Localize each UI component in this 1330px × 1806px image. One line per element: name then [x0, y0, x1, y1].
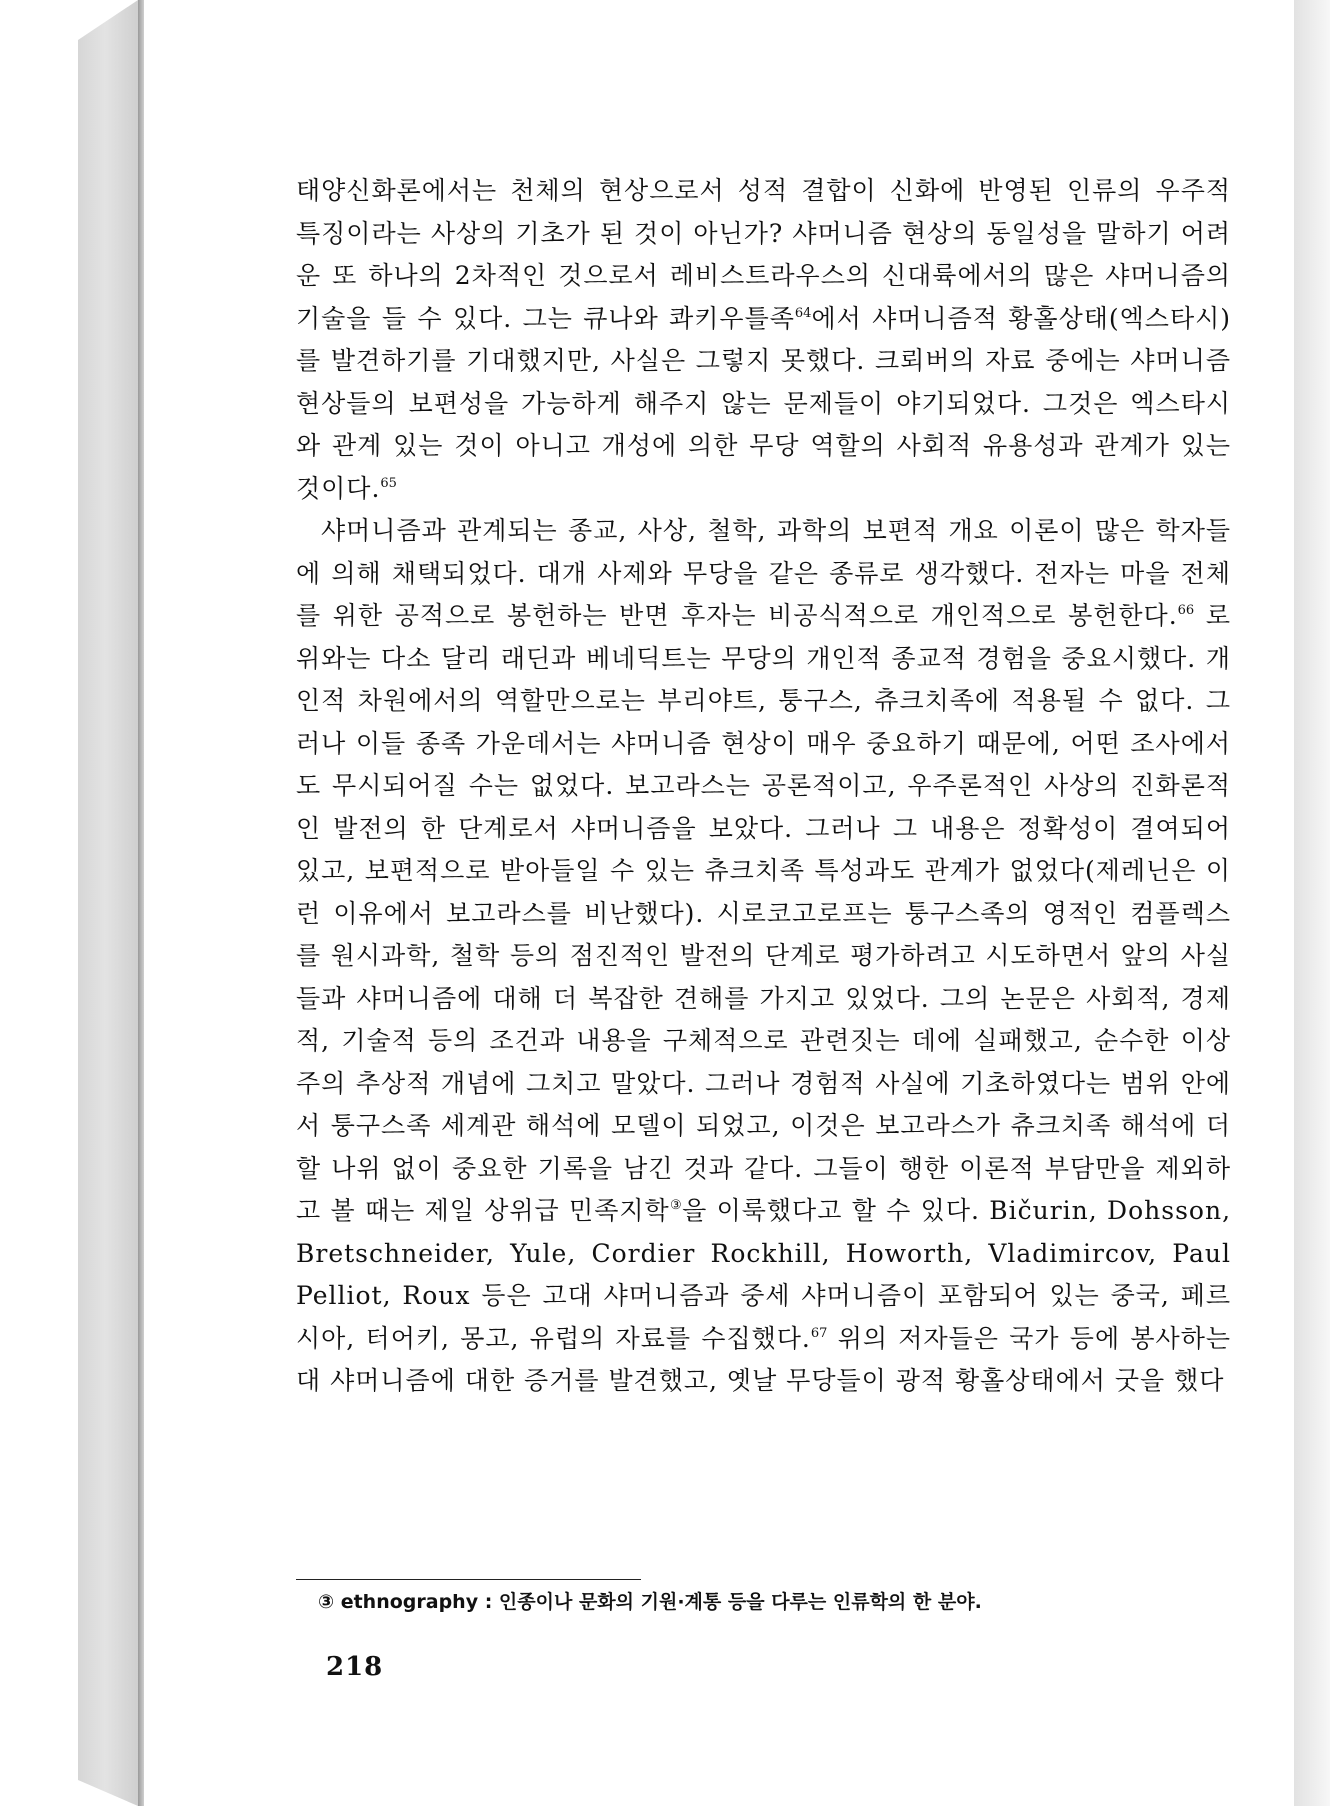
paragraph-text: 태양신화론에서는 천체의 현상으로서 성적 결합이 신화에 반영된 인류의 우주적 특징이라는 사상의 기초가 된 것이 아닌가? 샤머니즘 현상의 동일성을 말하기 어려운 또 하나의 2차적인 것으로서 레비스트라우스의 신대륙에서의 많은 샤머니즘의 기술을 들 수 있다. 그는 큐나와 콰키우틀족 — [296, 176, 1231, 333]
page-number: 218 — [326, 1652, 384, 1682]
footnote-reference: 67 — [810, 1325, 828, 1341]
paragraph-text: 로위와는 다소 달리 래딘과 베네딕트는 무당의 개인적 종교적 경험을 중요시했다. 개인적 차원에서의 역할만으로는 부리야트, 퉁구스, 츄크치족에 적용될 수 없다. 그러나 이들 종족 가운데서는 샤머니즘 현상이 매우 중요하기 때문에, 어떤 조사에서도 무시되어질 수는 없었다. 보고라스는 공론적이고, 우주론적인 사상의 진화론적인 발전의 한 단계로서 샤머니즘을 보았다. 그러나 그 내용은 정확성이 결여되어 있고, 보편적으로 받아들일 수 있는 츄크치족 특성과도 관계가 없었다(제레닌은 이런 이유에서 보고라스를 비난했다). 시로코고로프는 퉁구스족의 영적인 컴플렉스를 원시과학, 철학 등의 점진적인 발전의 단계로 평가하려고 시도하면서 앞의 사실들과 샤머니즘에 대해 더 복잡한 견해를 가지고 있었다. 그의 논문은 사회적, 경제적, 기술적 등의 조건과 내용을 구체적으로 관련짓는 데에 실패했고, 순수한 이상주의 추상적 개념에 그치고 말았다. 그러나 경험적 사실에 기초하였다는 범위 안에서 퉁구스족 세계관 해석에 모델이 되었고, 이것은 보고라스가 츄크치족 해석에 더할 나위 없이 중요한 기록을 남긴 것과 같다. 그들이 행한 이론적 부담만을 제외하고 볼 때는 제일 상위급 민족지학 — [296, 601, 1231, 1225]
paragraph-text: 샤머니즘과 관계되는 종교, 사상, 철학, 과학의 보편적 개요 이론이 많은 학자들에 의해 채택되었다. 대개 사제와 무당을 같은 종류로 생각했다. 전자는 마을 전체를 위한 공적으로 봉헌하는 반면 후자는 비공식적으로 개인적으로 봉헌한다. — [296, 516, 1231, 630]
paragraph-text: 을 이룩했다고 할 수 있다. Bičurin, Dohsson, Bretschneider, Yule, Cordier Rockhill, Howorth, Vladimircov, Paul Pelliot, Roux 등은 고대 샤머니즘과 중세 샤머니즘이 포함되어 있는 중국, 페르시아, 터어키, 몽고, 유럽의 자료를 수집했다. — [296, 1196, 1232, 1353]
footnote-reference: 66 — [1177, 603, 1195, 618]
body-paragraph — [296, 510, 1231, 1403]
page-edge-shadow — [1294, 0, 1330, 1806]
footnote-reference: 64 — [794, 305, 812, 321]
footnote-reference: ③ — [669, 1198, 683, 1213]
body-text — [296, 170, 1231, 1403]
body-paragraph — [296, 170, 1231, 510]
paragraph-text: 에서 샤머니즘적 황홀상태(엑스타시)를 발견하기를 기대했지만, 사실은 그렇지 못했다. 크뢰버의 자료 중에는 샤머니즘 현상들의 보편성을 가능하게 해주지 않는 문제들이 야기되었다. 그것은 엑스타시와 관계 있는 것이 아니고 개성에 의한 무당 역할의 사회적 유용성과 관계가 있는 것이다. — [296, 303, 1231, 503]
footnote: ③ ethnography : 인종이나 문화의 기원·계통 등을 다루는 인류학의 한 분야. — [318, 1591, 982, 1613]
footnote-reference: 65 — [380, 475, 397, 491]
book-spine — [78, 0, 138, 1806]
paragraph-text: 위의 저자들은 국가 등에 봉사하는 대 샤머니즘에 대한 증거를 발견했고, 옛날 무당들이 광적 황홀상태에서 굿을 했다 — [296, 1323, 1231, 1395]
footnote-divider — [296, 1579, 641, 1580]
